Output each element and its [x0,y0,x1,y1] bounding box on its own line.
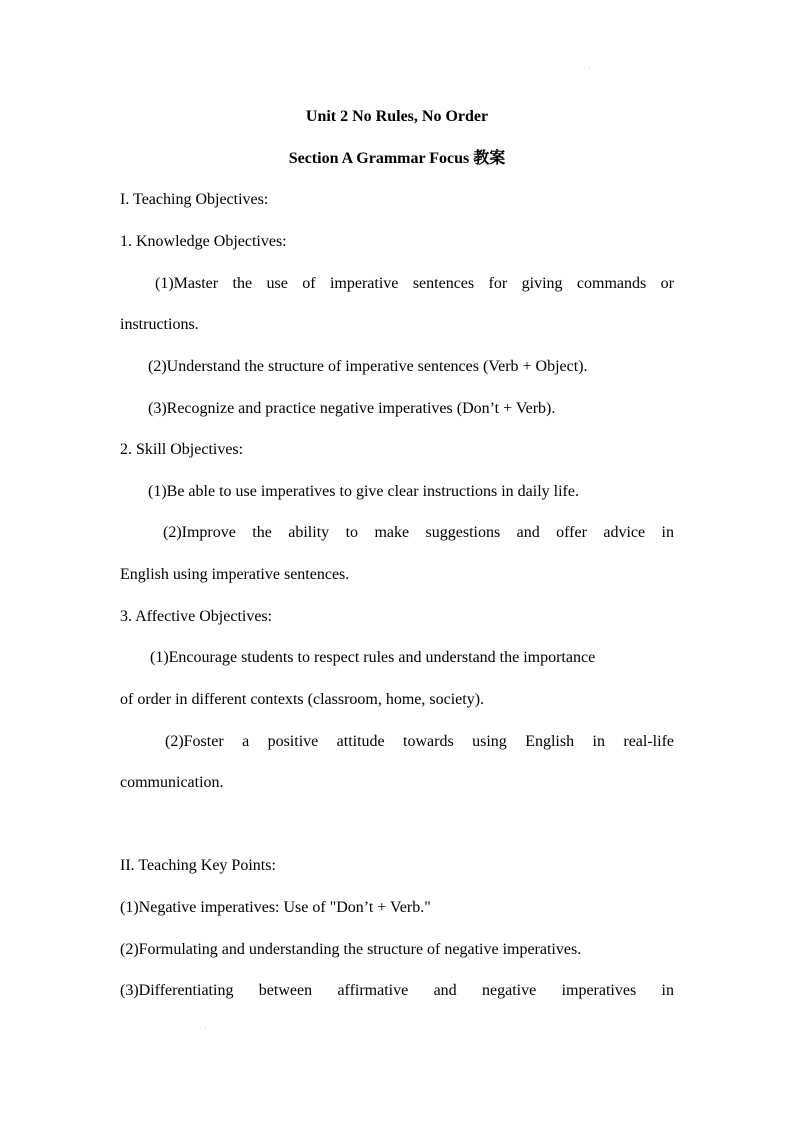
skill-heading: 2. Skill Objectives: [120,441,244,458]
scan-dot [205,1027,206,1028]
keypoints-heading: II. Teaching Key Points: [120,857,276,874]
keypoint-item-3-text: (3)Differentiating between affirmative and negative imperatives in [120,982,674,999]
knowledge-item-1-line-2: instructions. [120,316,199,333]
knowledge-item-2: (2)Understand the structure of imperative sentences (Verb + Object). [148,358,588,375]
keypoint-item-3 [120,981,674,1001]
affective-item-2-line-2: communication. [120,774,224,791]
knowledge-item-1-line-1 [155,274,674,294]
affective-item-1-line-1: (1)Encourage students to respect rules and understand the importance [150,649,596,666]
affective-item-2-text: (2)Foster a positive attitude towards using English in real-life [165,733,674,750]
document-title: Unit 2 No Rules, No Order [305,108,489,125]
knowledge-item-3: (3)Recognize and practice negative imperatives (Don’t + Verb). [148,400,556,417]
affective-item-2-line-1 [165,732,674,752]
affective-item-1-line-2: of order in different contexts (classroom, home, society). [120,691,485,708]
skill-item-2-line-2: English using imperative sentences. [120,566,350,583]
document-subtitle: Section A Grammar Focus 教案 [288,150,506,167]
knowledge-heading: 1. Knowledge Objectives: [120,233,287,250]
keypoint-item-1: (1)Negative imperatives: Use of "Don’t + Verb." [120,899,431,916]
skill-item-2-line-1 [163,523,674,543]
objectives-heading: I. Teaching Objectives: [120,191,269,208]
affective-heading: 3. Affective Objectives: [120,608,273,625]
scan-dot [589,68,590,69]
skill-item-1: (1)Be able to use imperatives to give clear instructions in daily life. [148,483,579,500]
keypoint-item-2: (2)Formulating and understanding the structure of negative imperatives. [120,941,582,958]
skill-item-2-text: (2)Improve the ability to make suggestions and offer advice in [163,524,674,541]
knowledge-item-1-text: (1)Master the use of imperative sentences for giving commands or [155,275,674,292]
